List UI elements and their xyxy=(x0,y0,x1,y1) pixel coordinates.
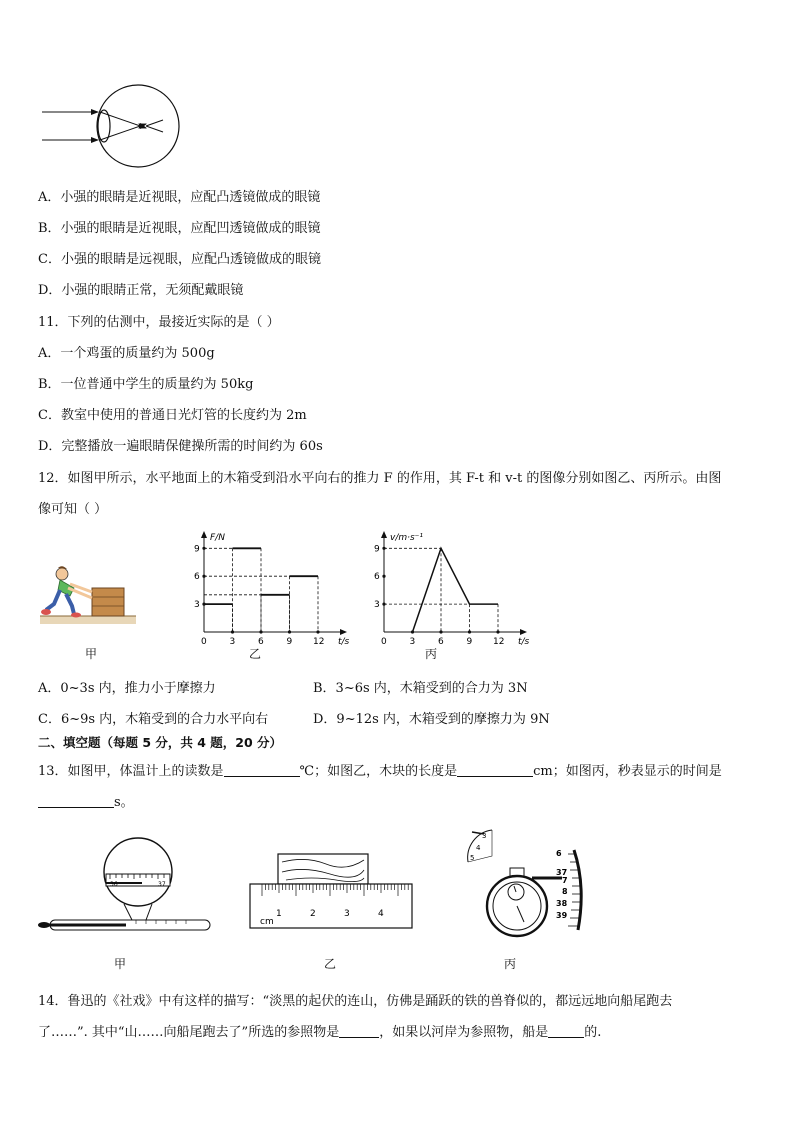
vt-x-tick-0: 0 xyxy=(381,637,387,646)
stopwatch-outer-37: 37 xyxy=(556,868,568,877)
vt-x-tick-9: 9 xyxy=(466,637,473,646)
q11-option-d[interactable]: D．完整播放一遍眼睛保健操所需的时间约为 60s xyxy=(38,439,323,454)
q12-option-d[interactable]: D．9~12s 内，木箱受到的摩擦力为 9N xyxy=(313,712,550,727)
q11-option-c[interactable]: C．教室中使用的普通日光灯管的长度约为 2m xyxy=(38,408,307,423)
q10-option-d[interactable]: D．小强的眼睛正常，无须配戴眼镜 xyxy=(38,283,244,298)
vt-y-tick-6: 6 xyxy=(374,572,380,583)
q14-blank-motion[interactable] xyxy=(548,1023,584,1038)
vt-y-tick-3: 3 xyxy=(374,600,380,611)
thermo-label-36: 36 xyxy=(110,881,118,888)
q14-line1: 14．鲁迅的《社戏》中有这样的描写：“淡黑的起伏的连山，仿佛是踊跃的铁的兽脊似的，都远远地向船尾跑去 xyxy=(38,994,673,1009)
q12-caption-yi: 乙 xyxy=(249,647,262,661)
vt-y-tick-9: 9 xyxy=(374,544,380,555)
ruler-figure xyxy=(246,848,416,934)
force-time-chart xyxy=(178,528,353,646)
q12-caption-jia: 甲 xyxy=(85,647,98,661)
q10-option-b[interactable]: B．小强的眼睛是近视眼，应配凹透镜做成的眼镜 xyxy=(38,221,321,236)
stopwatch-figure xyxy=(462,826,592,940)
q13-blank-time[interactable] xyxy=(38,793,114,808)
q11-option-b[interactable]: B．一位普通中学生的质量约为 50kg xyxy=(38,377,254,392)
ft-x-tick-0: 0 xyxy=(201,637,207,646)
ft-x-tick-3: 3 xyxy=(229,637,236,646)
ft-x-tick-6: 6 xyxy=(258,637,264,646)
q12-caption-bing: 丙 xyxy=(425,647,438,661)
q13-part1: 13．如图甲，体温计上的读数是 xyxy=(38,764,224,779)
thermometer-figure xyxy=(36,828,218,938)
stopwatch-outer-8: 8 xyxy=(562,887,568,896)
stopwatch-outer-38: 38 xyxy=(556,899,568,908)
stopwatch-outer-6: 6 xyxy=(556,849,562,858)
q14-part-a: 了……”. 其中“山……向船尾跑去了”所选的参照物是 xyxy=(38,1025,340,1040)
vt-x-tick-12: 12 xyxy=(493,637,505,646)
q13-part3: cm；如图丙，秒表显示的时间是 xyxy=(533,764,722,779)
q12-stem-line2: 像可知（ ） xyxy=(38,502,108,517)
thermo-label-37: 37 xyxy=(158,881,166,888)
q14-line2 xyxy=(38,1021,601,1040)
q13-blank-temperature[interactable] xyxy=(224,762,300,777)
q13-line1 xyxy=(38,760,722,779)
q14-part-b: ，如果以河岸为参照物，船是 xyxy=(379,1025,549,1040)
section-heading: 二、填空题（每题 5 分，共 4 题，20 分） xyxy=(38,735,283,750)
ruler-tick-4: 4 xyxy=(378,909,384,919)
q13-caption-yi: 乙 xyxy=(324,957,337,971)
q12-stem-line1: 12．如图甲所示，水平地面上的木箱受到沿水平向右的推力 F 的作用，其 F-t 和 v-t 的图像分别如图乙、丙所示。由图 xyxy=(38,471,722,486)
ft-y-tick-9: 9 xyxy=(194,544,200,555)
vt-x-label: t/s xyxy=(518,637,530,646)
q13-blank-length[interactable] xyxy=(457,762,533,777)
q12-option-a[interactable]: A．0~3s 内，推力小于摩擦力 xyxy=(38,681,216,696)
q10-option-c[interactable]: C．小强的眼睛是远视眼，应配凸透镜做成的眼镜 xyxy=(38,252,321,267)
ruler-tick-3: 3 xyxy=(344,909,350,919)
ft-x-label: t/s xyxy=(338,637,350,646)
vt-x-tick-3: 3 xyxy=(409,637,416,646)
ruler-tick-2: 2 xyxy=(310,909,316,919)
stopwatch-inner-4: 4 xyxy=(476,844,481,852)
q13-caption-jia: 甲 xyxy=(114,957,127,971)
stopwatch-inner-5: 5 xyxy=(470,854,475,862)
vt-y-label: v/m·s⁻¹ xyxy=(390,533,424,543)
q12-option-b[interactable]: B．3~6s 内，木箱受到的合力为 3N xyxy=(313,681,528,696)
q11-option-a[interactable]: A．一个鸡蛋的质量约为 500g xyxy=(38,346,215,361)
ft-y-tick-6: 6 xyxy=(194,572,200,583)
ft-x-tick-9: 9 xyxy=(286,637,293,646)
stopwatch-outer-7: 7 xyxy=(562,876,568,885)
stopwatch-outer-39: 39 xyxy=(556,911,568,920)
q12-option-c[interactable]: C．6~9s 内，木箱受到的合力水平向右 xyxy=(38,712,269,727)
q14-blank-reference[interactable] xyxy=(339,1023,379,1038)
q14-part-c: 的. xyxy=(584,1025,602,1040)
q10-option-a[interactable]: A．小强的眼睛是近视眼，应配凸透镜做成的眼镜 xyxy=(38,190,321,205)
ft-y-tick-3: 3 xyxy=(194,600,200,611)
stopwatch-inner-3: 3 xyxy=(482,832,487,840)
ft-y-label: F/N xyxy=(210,533,225,543)
ft-x-tick-12: 12 xyxy=(313,637,325,646)
q13-part4: s。 xyxy=(114,795,134,810)
velocity-time-chart xyxy=(358,528,533,646)
eye-diagram xyxy=(38,84,198,170)
q13-caption-bing: 丙 xyxy=(504,957,517,971)
vt-y-dot-6 xyxy=(382,575,385,578)
pushing-crate-figure xyxy=(40,552,138,628)
q11-stem: 11．下列的估测中，最接近实际的是（ ） xyxy=(38,315,280,330)
vt-x-tick-6: 6 xyxy=(438,637,444,646)
vt-series-line xyxy=(413,548,499,632)
q13-line2 xyxy=(38,791,134,810)
ruler-tick-1: 1 xyxy=(276,909,282,919)
q13-part2: ℃；如图乙，木块的长度是 xyxy=(299,764,458,779)
ruler-unit: cm xyxy=(260,917,274,927)
